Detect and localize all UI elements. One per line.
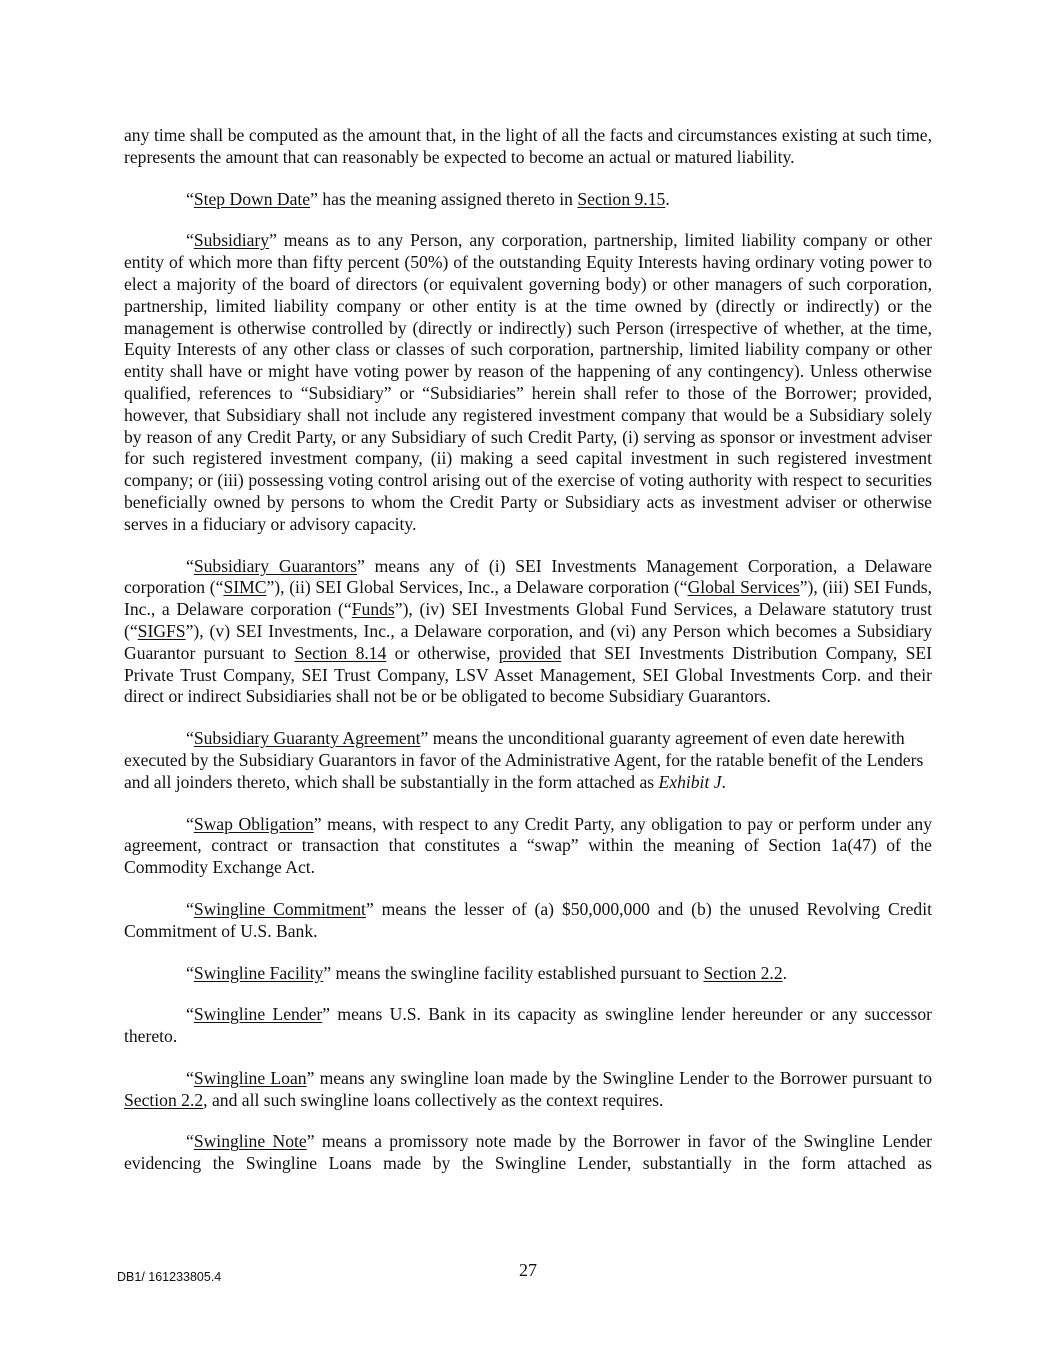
- text-segment: .: [782, 962, 788, 983]
- defined-term: Swingline Commitment: [193, 898, 366, 919]
- text-segment: ”), (ii) SEI Global Services, Inc., a Delaware corporation (“: [266, 577, 688, 598]
- defined-term: Subsidiary Guaranty Agreement: [193, 728, 421, 749]
- text-segment: ” means any of (i) SEI Investments Management Corporation, a Delaware corporation (“: [124, 555, 932, 598]
- definition-swingline-loan: [124, 1068, 932, 1112]
- section-reference: Section 8.14: [294, 642, 387, 663]
- text-segment: ”), (iv) SEI Investments Global Fund Services, a Delaware statutory trust (“: [124, 599, 932, 641]
- document-id-footer: DB1/ 161233805.4: [117, 1270, 222, 1284]
- text-segment: ”), (v) SEI Investments, Inc., a Delaware corporation, and (vi) any Person which becomes a Subsidiary Guarantor pursuant to: [124, 620, 932, 663]
- text-segment: any time shall be computed as the amount that, in the light of all the facts and circumstances existing at such time, represents the amount that can reasonably be expected to become an actual or matured liability.: [124, 125, 932, 167]
- text-segment: ” means the lesser of (a) $50,000,000 and (b) the unused Revolving Credit Commitment of U.S. Bank.: [124, 898, 932, 941]
- text-segment: “: [186, 1131, 194, 1152]
- text-segment: ” means any swingline loan made by the Swingline Lender to the Borrower pursuant to: [306, 1067, 932, 1088]
- exhibit-reference: Exhibit J: [658, 771, 722, 792]
- definition-step-down-date: [124, 189, 932, 211]
- text-segment: ” means the unconditional guaranty agreement of even date herewith executed by the Subsidiary Guarantors in favor of the Administrative Agent, for the ratable benefit of the Lenders and all joinders thereto, which shall be substantially in the form attached as: [124, 728, 924, 792]
- text-segment: “: [186, 188, 194, 209]
- defined-term: Step Down Date: [193, 188, 311, 209]
- paragraph-continuation: [124, 125, 932, 169]
- text-segment: ” means as to any Person, any corporation, partnership, limited liability company or other entity of which more than fifty percent (50%) of the outstanding Equity Interests having ordinary voting power to elect a majority of the board of directors (or equivalent governing body) or other managers of such corporation, partnership, limited liability company or other entity is at the time owned by (directly or indirectly) or the management is otherwise controlled by (directly or indirectly) such Person (irrespective of whether, at the time, Equity Interests of any other class or classes of such corporation, partnership, limited liability company or other entity shall have or might have voting power by reason of the happening of any contingency). Unless otherwise qualified, references to “Subsidiary” or “Subsidiaries” herein shall refer to those of the Borrower; provided, however, that Subsidiary shall not include any registered investment company that would be a Subsidiary solely by reason of any Credit Party, or any Subsidiary of such Credit Party, (i) serving as sponsor or investment adviser for such registered investment company, (ii) making a seed capital investment in such registered investment company; or (iii) possessing voting control arising out of the exercise of voting authority with respect to securities beneficially owned by persons to whom the Credit Party or Subsidiary acts as investment adviser or otherwise serves in a fiduciary or advisory capacity.: [124, 230, 932, 534]
- text-segment: ”), (iii) SEI Funds, Inc., a Delaware corporation (“: [124, 577, 932, 620]
- definition-swingline-lender: [124, 1004, 932, 1048]
- text-segment: ” means, with respect to any Credit Party, any obligation to pay or perform under any agreement, contract or transaction that constitutes a “swap” within the meaning of Section 1a(47) of the Commodity Exchange Act.: [124, 813, 932, 878]
- page-number: 27: [519, 1260, 537, 1280]
- text-segment: “: [186, 813, 194, 834]
- definition-subsidiary-guarantors: [124, 556, 932, 709]
- definition-swingline-facility: [124, 963, 932, 985]
- proviso-term: provided: [498, 642, 562, 663]
- text-segment: .: [721, 771, 726, 792]
- defined-term-abbreviation: Global Services: [687, 577, 800, 598]
- text-segment: , and all such swingline loans collectively as the context requires.: [203, 1089, 664, 1110]
- text-segment: “: [186, 962, 194, 983]
- defined-term: Swingline Lender: [193, 1004, 323, 1025]
- text-segment: “: [186, 555, 194, 576]
- defined-term: Subsidiary: [193, 230, 270, 251]
- text-segment: ” has the meaning assigned thereto in: [310, 188, 578, 209]
- defined-term: Subsidiary Guarantors: [193, 555, 358, 576]
- definition-subsidiary-guaranty-agreement: [124, 728, 932, 793]
- defined-term-abbreviation: SIMC: [223, 577, 267, 598]
- text-segment: or otherwise,: [386, 642, 499, 663]
- section-reference: Section 9.15: [577, 188, 666, 209]
- defined-term: Swingline Note: [193, 1131, 307, 1152]
- text-segment: “: [186, 1004, 194, 1025]
- text-segment: “: [186, 728, 194, 749]
- text-segment: ” means U.S. Bank in its capacity as swingline lender hereunder or any successor thereto.: [124, 1004, 932, 1047]
- text-segment: “: [186, 1067, 194, 1088]
- text-segment: ” means a promissory note made by the Borrower in favor of the Swingline Lender evidencing the Swingline Loans made by the Swingline Lender, substantially in the form attached as: [124, 1131, 933, 1174]
- text-segment: that SEI Investments Distribution Company, SEI Private Trust Company, SEI Trust Company, LSV Asset Management, SEI Global Investments Corp. and their direct or indirect Subsidiaries shall not be or be obligated to become Subsidiary Guarantors.: [124, 642, 932, 707]
- defined-term: Swap Obligation: [193, 813, 314, 834]
- definition-swingline-note: [124, 1131, 932, 1175]
- text-segment: “: [186, 898, 194, 919]
- section-reference: Section 2.2: [703, 962, 783, 983]
- text-segment: ” means the swingline facility established pursuant to: [323, 962, 704, 983]
- section-reference: Section 2.2: [124, 1089, 204, 1110]
- defined-term: Swingline Facility: [193, 962, 324, 983]
- text-segment: .: [665, 188, 670, 209]
- defined-term-abbreviation: Funds: [351, 599, 395, 620]
- definition-swingline-commitment: [124, 899, 932, 943]
- definition-swap-obligation: [124, 814, 932, 879]
- definition-subsidiary: [124, 230, 932, 535]
- document-body: [124, 125, 932, 1195]
- text-segment: “: [186, 230, 194, 251]
- defined-term: Swingline Loan: [193, 1067, 307, 1088]
- defined-term-abbreviation: SIGFS: [137, 620, 186, 641]
